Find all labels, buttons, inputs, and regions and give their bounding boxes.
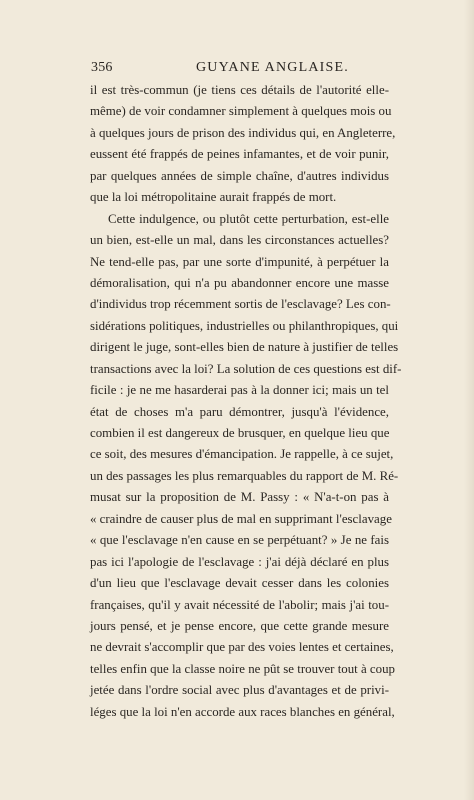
text-line: dirigent le juge, sont-elles bien de nature à justifier de telles: [90, 340, 399, 355]
text-line: pas ici l'apologie de l'esclavage : j'ai déjà déclaré en plus: [90, 554, 389, 569]
running-title: GUYANE ANGLAISE.: [196, 60, 349, 75]
page-edge-shadow: [464, 0, 474, 800]
text-line: Cette indulgence, ou plutôt cette perturbation, est-elle: [108, 211, 389, 226]
text-line: transactions avec la loi? La solution de ces questions est dif-: [90, 361, 402, 376]
text-line: d'un lieu que l'esclavage devait cesser dans les colonies: [90, 576, 389, 591]
text-line: jours pensé, et je pense encore, que cette grande mesure: [90, 618, 389, 633]
text-line: eussent été frappés de peines infamantes, et de voir punir,: [90, 147, 389, 162]
text-line: que la loi métropolitaine aurait frappés de mort.: [90, 190, 337, 205]
text-line: d'individus trop récemment sortis de l'esclavage? Les con-: [90, 297, 391, 312]
text-line: « craindre de causer plus de mal en supprimant l'esclavage: [90, 511, 392, 526]
text-line: telles enfin que la classe noire ne pût se trouver tout à coup: [90, 661, 395, 676]
text-line: à quelques jours de prison des individus qui, en Angleterre,: [90, 125, 396, 140]
text-line: par quelques années de simple chaîne, d'autres individus: [90, 168, 389, 183]
text-line: « que l'esclavage n'en cause en se perpétuant? » Je ne fais: [90, 533, 389, 548]
page-header: [91, 60, 391, 80]
text-line: sidérations politiques, industrielles ou philanthropiques, qui: [90, 318, 399, 333]
text-line: un des passages les plus remarquables du rapport de M. Ré-: [90, 468, 399, 483]
text-line: démoralisation, qui n'a pu abandonner encore une masse: [90, 275, 389, 290]
text-line: Ne tend-elle pas, par une sorte d'impunité, à perpétuer la: [90, 254, 389, 269]
text-line: françaises, qu'il y avait nécessité de l'abolir; mais j'ai tou-: [90, 597, 389, 612]
text-line: léges que la loi n'en accorde aux races blanches en général,: [90, 704, 395, 719]
text-line: un bien, est-elle un mal, dans les circonstances actuelles?: [90, 233, 389, 248]
text-line: état de choses m'a paru démontrer, jusqu'à l'évidence,: [90, 404, 389, 419]
body-text: [90, 80, 402, 723]
text-line: ne devrait s'accomplir que par des voies lentes et certaines,: [90, 640, 394, 655]
text-line: ce soit, des mesures d'émancipation. Je rappelle, à ce sujet,: [90, 447, 394, 462]
text-line: musat sur la proposition de M. Passy : « N'a-t-on pas à: [90, 490, 389, 505]
text-line: ficile : je ne me hasarderai pas à la donner ici; mais un tel: [90, 383, 389, 398]
text-line: combien il est dangereux de brusquer, en quelque lieu que: [90, 426, 390, 440]
text-line: jetée dans l'ordre social avec plus d'avantages et de privi-: [90, 683, 389, 698]
text-line: il est très-commun (je tiens ces détails de l'autorité elle-: [90, 83, 389, 97]
page-number: 356: [91, 60, 113, 75]
text-line: même) de voir condamner simplement à quelques mois ou: [90, 104, 392, 119]
